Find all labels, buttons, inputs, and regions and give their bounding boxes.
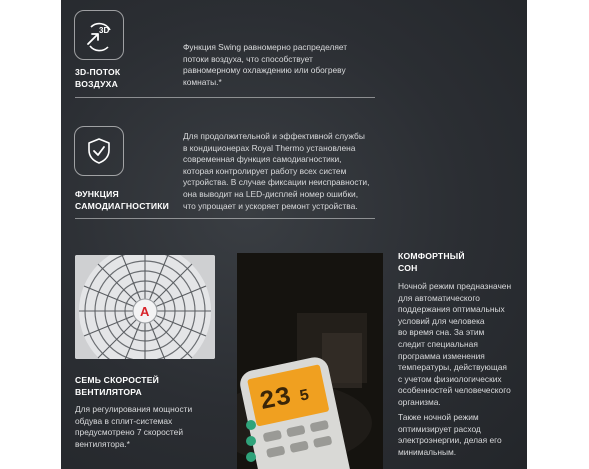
desc-line: предусмотрено 7 скоростей: [75, 427, 183, 438]
divider: [75, 97, 375, 98]
remote-display-temp: 23: [256, 381, 294, 418]
title-line: САМОДИАГНОСТИКИ: [75, 201, 170, 211]
title-line: СОН: [398, 263, 418, 273]
desc-line: оптимизирует расход: [398, 423, 481, 434]
feature-title-sleep: [398, 250, 465, 274]
desc-line: температуры, действующая: [398, 362, 507, 373]
title-line: СЕМЬ СКОРОСТЕЙ: [75, 375, 160, 385]
desc-line: которая контролирует работу всех систем: [183, 165, 347, 176]
desc-line: Для продолжительной и эффективной службы: [183, 131, 365, 141]
feature-desc-self-diagnostics: [183, 131, 369, 212]
title-line: 3D-ПОТОК: [75, 67, 121, 77]
desc-line: для автоматического: [398, 292, 480, 303]
feature-title-self-diagnostics: [75, 188, 169, 212]
desc-line: организма.: [398, 396, 441, 407]
feature-title-fan-speeds: [75, 374, 159, 398]
feature-desc-3d-airflow: [183, 42, 347, 88]
feature-desc-fan-speeds: [75, 404, 192, 450]
3d-label: 3D: [99, 26, 110, 35]
desc-line: с учетом физиологических: [398, 373, 502, 384]
desc-line: потоки воздуха, что способствует: [183, 53, 313, 64]
fan-logo: A: [140, 304, 150, 319]
feature-desc-sleep-2: [398, 412, 502, 458]
feature-desc-sleep: [398, 281, 511, 409]
desc-line: Для регулирования мощности: [75, 404, 193, 414]
desc-line: современная функция самодиагностики,: [183, 154, 342, 165]
title-line: ВОЗДУХА: [75, 79, 118, 89]
divider: [75, 218, 375, 219]
desc-line: вентилятора.*: [75, 438, 130, 449]
desc-line: Ночной режим предназначен: [398, 281, 512, 291]
desc-line: в кондиционерах Royal Thermo установлена: [183, 142, 356, 153]
3d-airflow-icon: [74, 10, 124, 60]
desc-line: во время сна. За этим: [398, 327, 485, 338]
title-line: ВЕНТИЛЯТОРА: [75, 387, 142, 397]
desc-line: электроэнергии, делая его: [398, 435, 502, 446]
feature-title-3d-airflow: [75, 66, 120, 90]
desc-line: Функция Swing равномерно распределяет: [183, 42, 348, 52]
desc-line: устройства. В случае фиксации неисправности,: [183, 177, 370, 188]
desc-line: условий для человека: [398, 315, 485, 326]
remote-control-photo: [237, 253, 383, 469]
desc-line: что упрощает и ускоряет ремонт устройства.: [183, 200, 358, 211]
fan-photo: [75, 255, 215, 359]
desc-line: она выводит на LED-дисплей номер ошибки,: [183, 188, 359, 199]
features-panel: [61, 0, 527, 469]
desc-line: минимальным.: [398, 446, 457, 457]
desc-line: особенностей человеческого: [398, 385, 511, 396]
desc-line: комнаты.*: [183, 76, 222, 87]
title-line: КОМФОРТНЫЙ: [398, 251, 465, 261]
desc-line: Также ночной режим: [398, 412, 479, 422]
desc-line: программа изменения: [398, 350, 485, 361]
desc-line: обдува в сплит-системах: [75, 415, 173, 426]
title-line: ФУНКЦИЯ: [75, 189, 119, 199]
remote-display-decimal: 5: [297, 386, 312, 406]
desc-line: следит специальная: [398, 338, 478, 349]
desc-line: равномерному охлаждению или обогреву: [183, 65, 346, 76]
desc-line: поддержания оптимальных: [398, 304, 505, 315]
shield-check-icon: [74, 126, 124, 176]
